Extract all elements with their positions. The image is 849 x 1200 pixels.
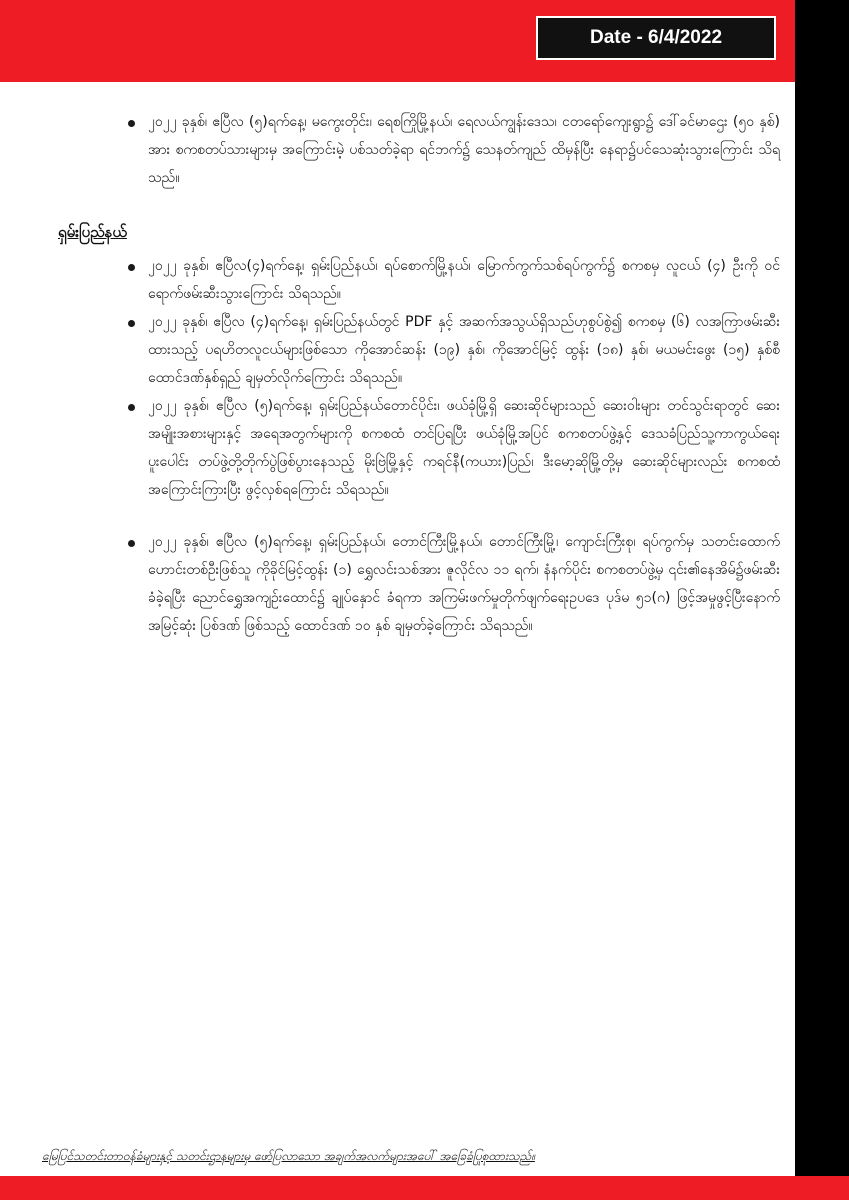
bullet-text: ၂၀၂၂ ခုနှစ်၊ ဧပြီလ (၄)ရက်နေ့၊ ရှမ်းပြည်နယ်တွင် PDF နှင့် အဆက်အသွယ်ရှိသည်ဟုစွပ်စွဲ၍ စကစမှ (၆) လအကြာဖမ်းဆီးထားသည့် ပရဟိတလူငယ်များဖြစ်သော ကိုအောင်ဆန်း (၁၉) နှစ်၊ ကိုအောင်မြင့် ထွန်း (၁၈) နှစ်၊ မယမင်းဖွေး (၁၅) နှစ်စီ ထောင်ဒဏ်နှစ်ရှည် ချမှတ်လိုက်ကြောင်း သိရသည်။	[148, 314, 780, 386]
bullet-text: ၂၀၂၂ ခုနှစ်၊ ဧပြီလ(၄)ရက်နေ့၊ ရှမ်းပြည်နယ်၊ ရပ်စောက်မြို့နယ်၊ မြောက်ကွက်သစ်ရပ်ကွက်၌ စကစမှ လူငယ် (၄) ဦးကို ဝင်ရောက်ဖမ်းဆီးသွားကြောင်း သိရသည်။	[148, 258, 781, 302]
right-black-bar	[795, 0, 849, 1200]
bullet-text: ၂၀၂၂ ခုနှစ်၊ ဧပြီလ (၅)ရက်နေ့၊ ရှမ်းပြည်နယ်၊ တောင်ကြီးမြို့နယ်၊ တောင်ကြီးမြို့၊ ကျောင်းကြီးစု၊ ရပ်ကွက်မှ သတင်းထောက်ဟောင်းတစ်ဦးဖြစ်သူ ကိုခိုင်မြင့်ထွန်း (၁) ရွှေလင်းသစ်အား ဇူလိုင်လ ၁၁ ရက်၊ နံနက်ပိုင်း စကစတပ်ဖွဲ့မှ ၎င်း၏နေအိမ်၌ဖမ်းဆီးခံခဲ့ရပြီး ညောင်ရွှေအကျဉ်းထောင်၌ ချုပ်နှောင် ခံရကာ အကြမ်းဖက်မှုတိုက်ဖျက်ရေးဥပဒေ ပုဒ်မ ၅၁(ဂ) ဖြင့်အမှုဖွင့်ပြီးနောက် အမြင့်ဆုံး ပြစ်ဒဏ် ဖြစ်သည့် ထောင်ဒဏ် ၁၀ နှစ် ချမှတ်ခဲ့ကြောင်း သိရသည်။	[148, 534, 780, 634]
section-bullet-list	[58, 252, 780, 640]
bullet-icon	[128, 320, 135, 327]
bullet-icon	[128, 120, 135, 127]
section-heading: ရှမ်းပြည်နယ်	[58, 223, 127, 241]
list-item	[58, 528, 780, 640]
list-item	[58, 252, 780, 308]
bullet-icon	[128, 264, 135, 271]
document-body	[58, 108, 780, 640]
bottom-red-bar	[0, 1176, 849, 1200]
list-item	[58, 108, 780, 192]
bullet-icon	[128, 540, 135, 547]
spacer	[58, 504, 780, 528]
bullet-icon	[128, 404, 135, 411]
intro-bullet-list	[58, 108, 780, 192]
bullet-text: ၂၀၂၂ ခုနှစ်၊ ဧပြီလ (၅)ရက်နေ့၊ ရှမ်းပြည်နယ်တောင်ပိုင်း၊ ဖယ်ခုံမြို့ရှိ ဆေးဆိုင်များသည် ဆေးဝါးများ တင်သွင်းရာတွင် ဆေးအမျိုးအစားများနှင့် အရေအတွက်များကို စကစထံ တင်ပြရပြီး ဖယ်ခုံမြို့အပြင် စကစတပ်ဖွဲ့နှင့် ဒေသခံပြည်သူ့ကာကွယ်ရေး ပူးပေါင်း တပ်ဖွဲ့တို့တိုက်ပွဲဖြစ်ပွားနေသည့် မိုးဗြဲမြို့နှင့် ကရင်နီ(ကယား)ပြည်၊ ဒီးမော့ဆိုမြို့တို့မှ ဆေးဆိုင်များလည်း စကစထံ အကြောင်းကြားပြီး ဖွင့်လှစ်ရကြောင်း သိရသည်။	[148, 398, 780, 498]
list-item	[58, 392, 780, 504]
bullet-text: ၂၀၂၂ ခုနှစ်၊ ဧပြီလ (၅)ရက်နေ့၊ မကွေးတိုင်း၊ ရေစကြိုမြို့နယ်၊ ရေလယ်ကျွန်းဒေသ၊ ငတရော်ကျေးရွာ၌ ဒေါ်ခင်မာဌေး (၅၀ နှစ်) အား စကစတပ်သားများမှ အကြောင်းမဲ့ ပစ်သတ်ခဲ့ရာ ရင်ဘက်၌ သေနတ်ကျည် ထိမှန်ပြီး နေရာ၌ပင်သေဆုံးသွားကြောင်း သိရသည်။	[148, 114, 780, 186]
list-item	[58, 308, 780, 392]
date-label: Date - 6/4/2022	[536, 16, 776, 60]
footer-source-note: မြေပြင်သတင်းတာဝန်ခံများနှင့် သတင်းဌာနများမှ ဖော်ပြလာသော အချက်အလက်များအပေါ် အခြေခံပြုစုထားသည်။	[42, 1149, 535, 1163]
